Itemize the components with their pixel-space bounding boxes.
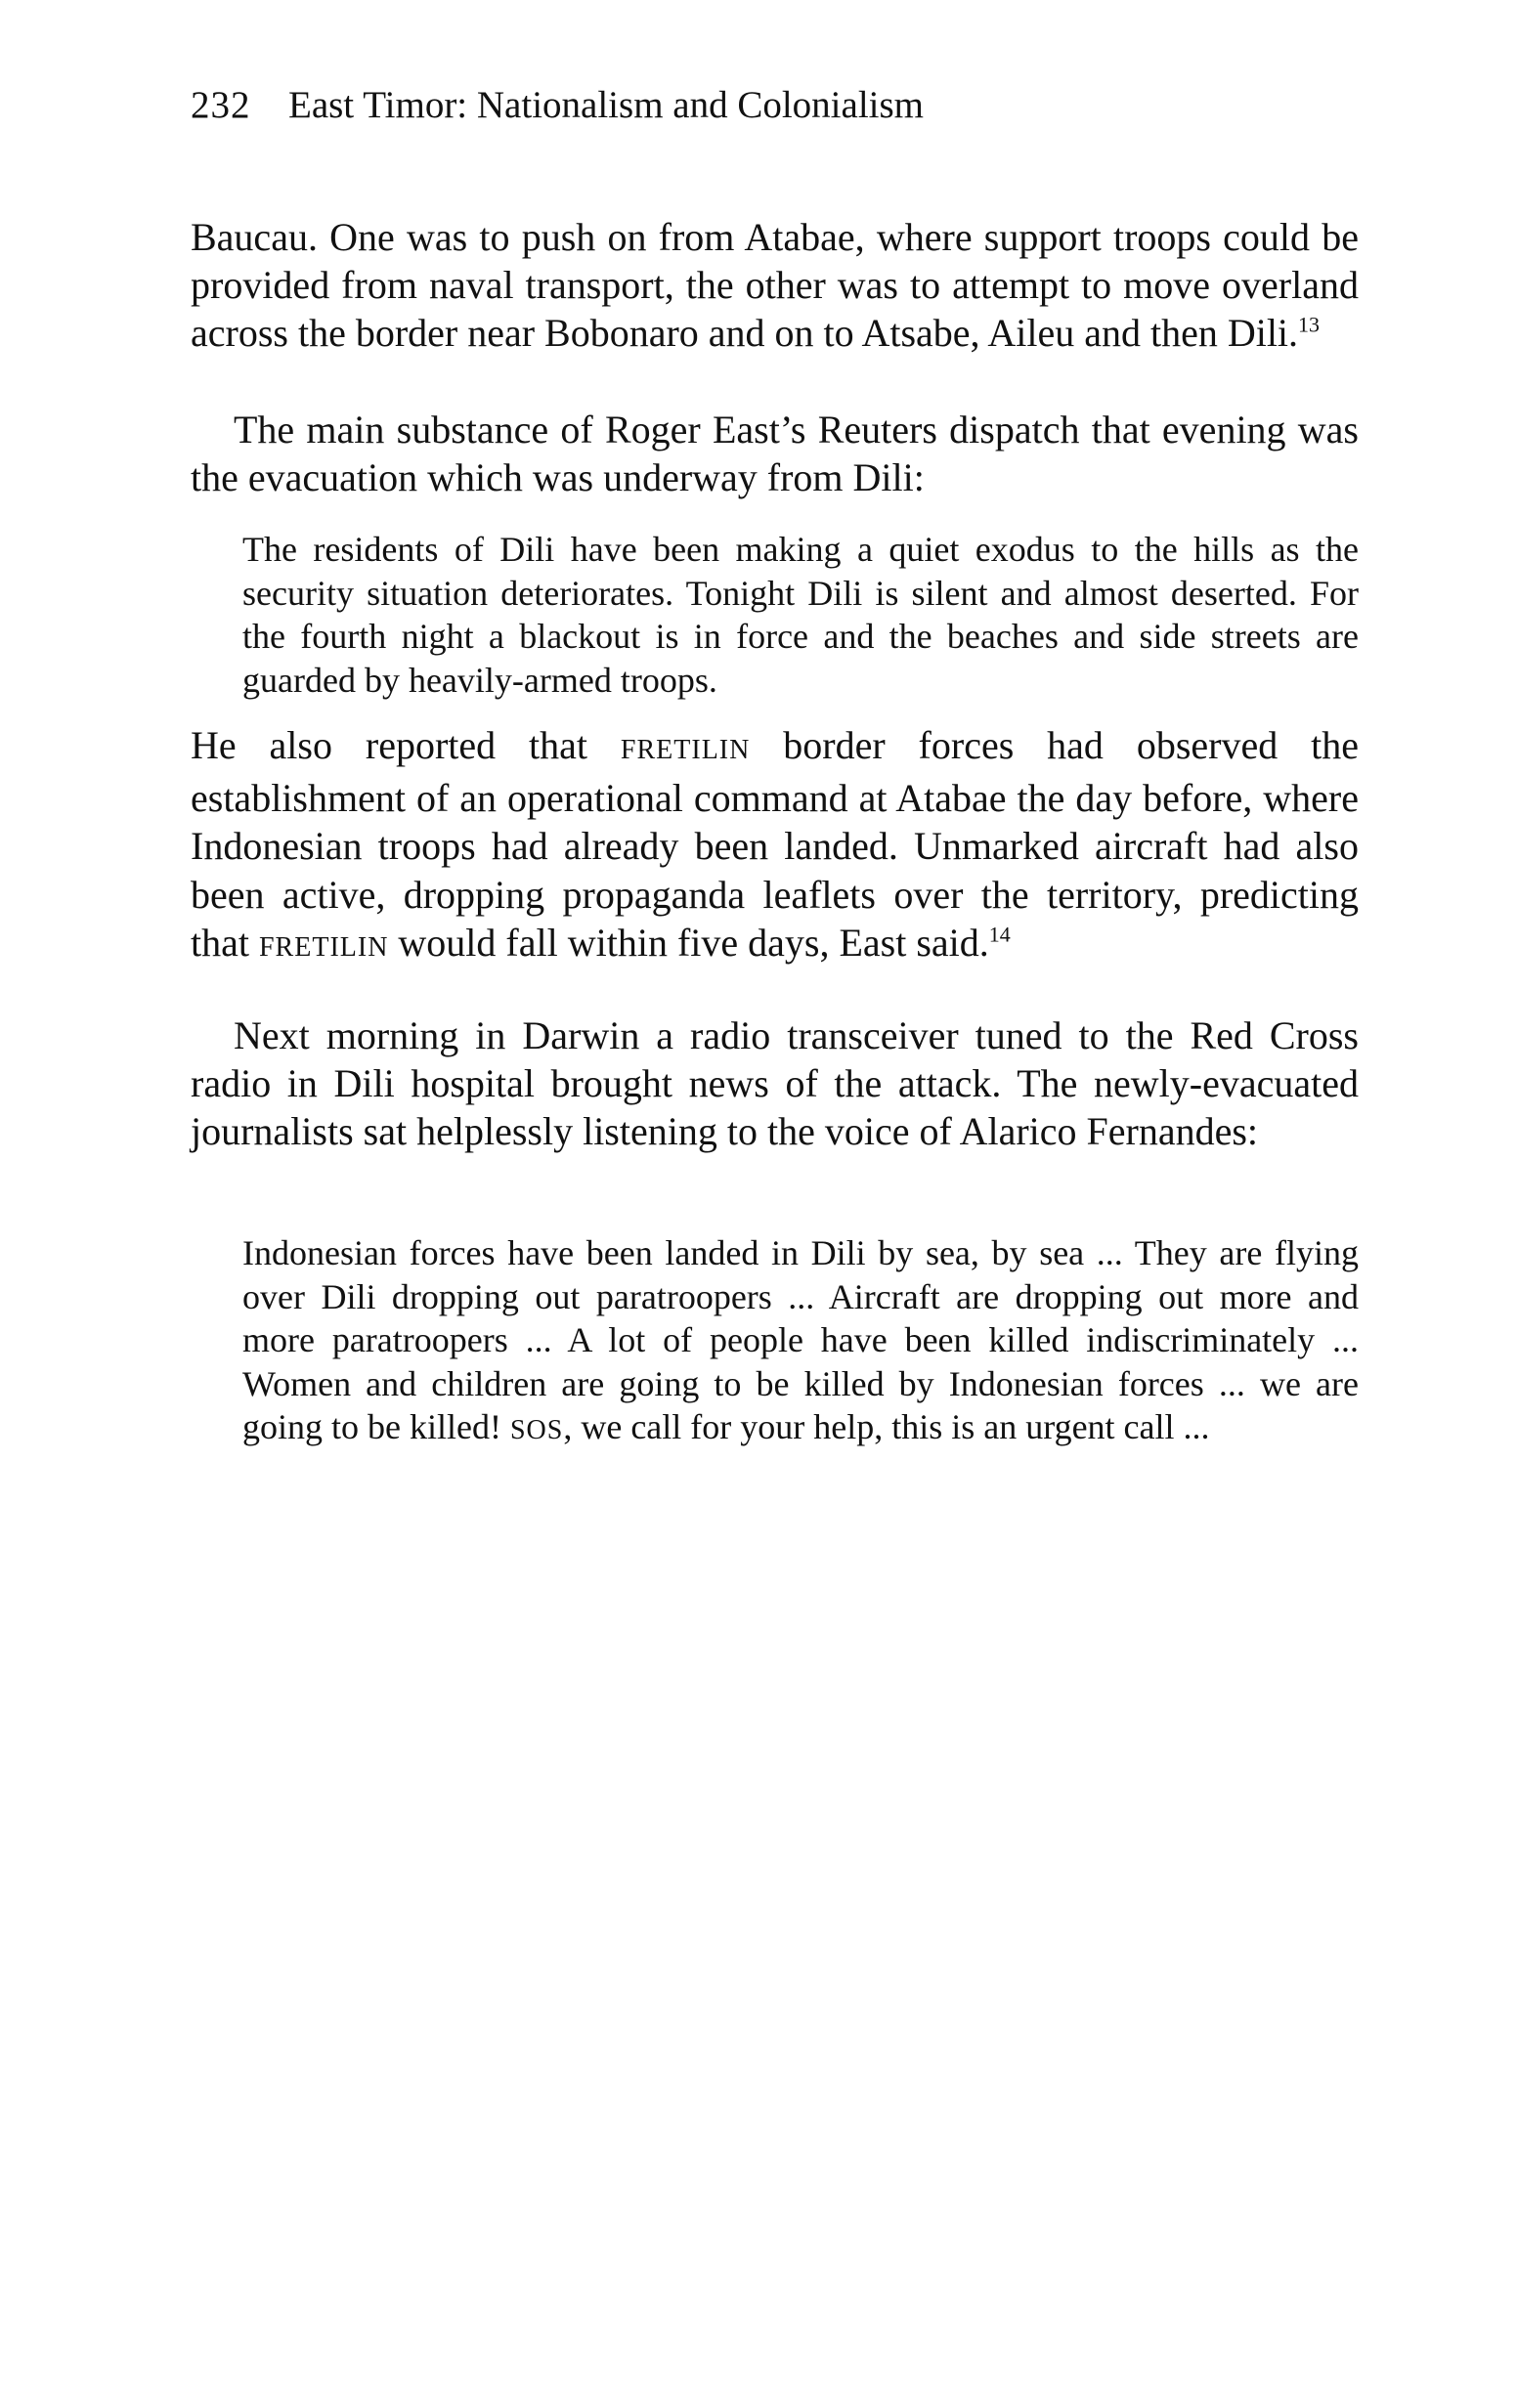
footnote-marker-14: 14 [988, 922, 1011, 947]
acronym-fretilin-2: FRETILIN [258, 931, 389, 963]
paragraph-3-text-c: would fall within five days, East said. [388, 920, 989, 965]
paragraph-3-text-b: border forces had observed the establishment of an operational command at Atabae the day before, where Indonesian troops had already been landed. Unmarked aircraft had also been active, dropping propaganda leaflets over the territory, predicting that [191, 723, 1359, 965]
paragraph-2 [191, 406, 1359, 501]
paragraph-4 [191, 1011, 1359, 1156]
block-quote-2-text-b: , we call for your help, this is an urgent call ... [563, 1407, 1210, 1446]
acronym-fretilin-1: FRETILIN [620, 735, 751, 765]
paragraph-1 [191, 213, 1359, 358]
acronym-sos: SOS [509, 1415, 564, 1445]
paragraph-4-text: Next morning in Darwin a radio transceiver tuned to the Red Cross radio in Dili hospital brought news of the attack. The newly-evacuated journalists sat helplessly listening to the voice of Alarico Fernandes: [191, 1013, 1359, 1154]
running-head [191, 78, 924, 133]
paragraph-3 [191, 721, 1359, 971]
paragraph-3-text-a: He also reported that [191, 723, 621, 767]
paragraph-2-text: The main substance of Roger East’s Reuters dispatch that evening was the evacuation which was underway from Dili: [191, 408, 1359, 500]
running-title: East Timor: Nationalism and Colonialism [288, 84, 925, 126]
block-quote-reuters-dispatch [242, 528, 1359, 702]
block-quote-1-text: The residents of Dili have been making a quiet exodus to the hills as the security situation deteriorates. Tonight Dili is silent and almost deserted. For the fourth night a blackout is in force and the beaches and side streets are guarded by heavily-armed troops. [242, 530, 1359, 700]
page-number: 232 [191, 84, 251, 126]
block-quote-2-text-a: Indonesian forces have been landed in Dili by sea, by sea ... They are flying over Dili dropping out paratroopers ... Aircraft are dropping out more and more paratroopers ... A lot of people have been killed indiscriminately ... Women and children are going to be killed by Indonesian forces ... we are going to be killed! [242, 1233, 1359, 1446]
footnote-marker-13: 13 [1298, 313, 1321, 338]
block-quote-radio-transmission [242, 1231, 1359, 1453]
paragraph-1-text: Baucau. One was to push on from Atabae, where support troops could be provided from naval transport, the other was to attempt to move overland across the border near Bobonaro and on to Atsabe, Aileu and then Dili. [191, 215, 1359, 356]
